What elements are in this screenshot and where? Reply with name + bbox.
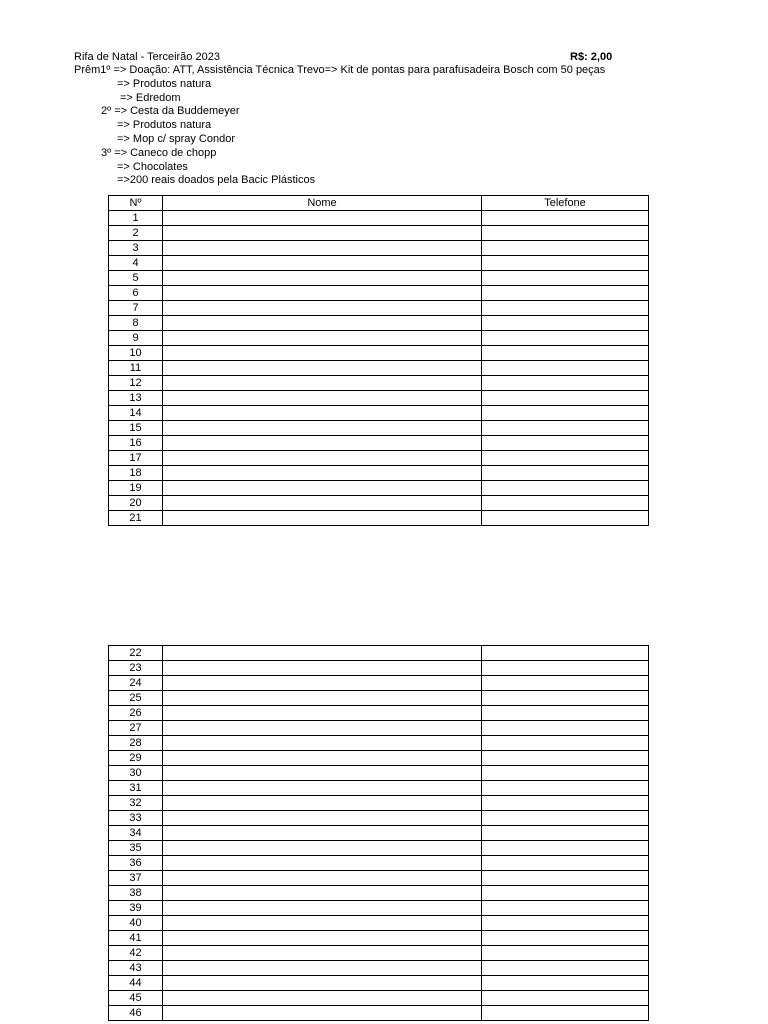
table-row — [109, 661, 649, 676]
prize-line-5: => Produtos natura — [117, 119, 212, 131]
phone-cell[interactable] — [482, 316, 649, 331]
table-row — [109, 451, 649, 466]
name-cell[interactable] — [163, 211, 482, 226]
name-cell[interactable] — [163, 691, 482, 706]
ticket-number: 12 — [109, 376, 163, 391]
phone-cell[interactable] — [482, 436, 649, 451]
table-row — [109, 211, 649, 226]
name-cell[interactable] — [163, 481, 482, 496]
ticket-number: 46 — [109, 1006, 163, 1021]
prize-line-4: 2º => Cesta da Buddemeyer — [101, 105, 240, 117]
table-row — [109, 736, 649, 751]
phone-cell[interactable] — [482, 406, 649, 421]
table-row — [109, 361, 649, 376]
phone-cell[interactable] — [482, 811, 649, 826]
phone-cell[interactable] — [482, 421, 649, 436]
phone-cell[interactable] — [482, 211, 649, 226]
phone-cell[interactable] — [482, 826, 649, 841]
phone-cell[interactable] — [482, 646, 649, 661]
ticket-number: 14 — [109, 406, 163, 421]
phone-cell[interactable] — [482, 346, 649, 361]
name-cell[interactable] — [163, 706, 482, 721]
name-cell[interactable] — [163, 406, 482, 421]
name-cell[interactable] — [163, 391, 482, 406]
phone-cell[interactable] — [482, 331, 649, 346]
ticket-number: 18 — [109, 466, 163, 481]
ticket-number: 40 — [109, 916, 163, 931]
name-cell[interactable] — [163, 286, 482, 301]
table-row — [109, 751, 649, 766]
phone-cell[interactable] — [482, 976, 649, 991]
name-cell[interactable] — [163, 271, 482, 286]
table-row — [109, 826, 649, 841]
table-row — [109, 766, 649, 781]
phone-cell[interactable] — [482, 991, 649, 1006]
ticket-number: 33 — [109, 811, 163, 826]
table-row — [109, 316, 649, 331]
ticket-number: 29 — [109, 751, 163, 766]
ticket-number: 3 — [109, 241, 163, 256]
table-row — [109, 466, 649, 481]
ticket-number: 30 — [109, 766, 163, 781]
name-cell[interactable] — [163, 916, 482, 931]
name-cell[interactable] — [163, 766, 482, 781]
ticket-number: 11 — [109, 361, 163, 376]
phone-cell[interactable] — [482, 361, 649, 376]
ticket-number: 43 — [109, 961, 163, 976]
ticket-number: 9 — [109, 331, 163, 346]
column-header-number: Nº — [109, 196, 163, 211]
ticket-number: 10 — [109, 346, 163, 361]
table-row — [109, 406, 649, 421]
phone-cell[interactable] — [482, 736, 649, 751]
phone-cell[interactable] — [482, 796, 649, 811]
phone-cell[interactable] — [482, 661, 649, 676]
prize-line-3: => Edredom — [120, 92, 181, 104]
ticket-number: 25 — [109, 691, 163, 706]
table-row — [109, 721, 649, 736]
ticket-number: 17 — [109, 451, 163, 466]
name-cell[interactable] — [163, 661, 482, 676]
table-row — [109, 331, 649, 346]
name-cell[interactable] — [163, 961, 482, 976]
ticket-number: 4 — [109, 256, 163, 271]
phone-cell[interactable] — [482, 466, 649, 481]
ticket-number: 21 — [109, 511, 163, 526]
table-row — [109, 781, 649, 796]
table-header-row — [109, 196, 649, 211]
phone-cell[interactable] — [482, 856, 649, 871]
phone-cell[interactable] — [482, 841, 649, 856]
phone-cell[interactable] — [482, 226, 649, 241]
table-row — [109, 436, 649, 451]
phone-cell[interactable] — [482, 241, 649, 256]
phone-cell[interactable] — [482, 916, 649, 931]
table-row — [109, 991, 649, 1006]
ticket-number: 32 — [109, 796, 163, 811]
ticket-number: 26 — [109, 706, 163, 721]
table-row — [109, 676, 649, 691]
phone-cell[interactable] — [482, 961, 649, 976]
name-cell[interactable] — [163, 811, 482, 826]
phone-cell[interactable] — [482, 271, 649, 286]
ticket-number: 31 — [109, 781, 163, 796]
name-cell[interactable] — [163, 841, 482, 856]
table-row — [109, 376, 649, 391]
raffle-price: R$: 2,00 — [570, 51, 613, 63]
table-row — [109, 811, 649, 826]
prize-line-7: 3º => Caneco de chopp — [101, 147, 217, 159]
table-row — [109, 796, 649, 811]
ticket-number: 37 — [109, 871, 163, 886]
name-cell[interactable] — [163, 931, 482, 946]
prize-line-6: => Mop c/ spray Condor — [117, 133, 236, 145]
phone-cell[interactable] — [482, 946, 649, 961]
table-row — [109, 301, 649, 316]
table-row — [109, 421, 649, 436]
table-row — [109, 916, 649, 931]
name-cell[interactable] — [163, 976, 482, 991]
table-row — [109, 286, 649, 301]
ticket-number: 22 — [109, 646, 163, 661]
phone-cell[interactable] — [482, 451, 649, 466]
phone-cell[interactable] — [482, 496, 649, 511]
name-cell[interactable] — [163, 361, 482, 376]
name-cell[interactable] — [163, 241, 482, 256]
ticket-number: 42 — [109, 946, 163, 961]
phone-cell[interactable] — [482, 1006, 649, 1021]
table-row — [109, 931, 649, 946]
name-cell[interactable] — [163, 226, 482, 241]
name-cell[interactable] — [163, 346, 482, 361]
name-cell[interactable] — [163, 436, 482, 451]
name-cell[interactable] — [163, 331, 482, 346]
table-row — [109, 871, 649, 886]
ticket-number: 20 — [109, 496, 163, 511]
table-row — [109, 901, 649, 916]
prize-line-1: Prêm1º => Doação: ATT, Assistência Técnica Trevo=> Kit de pontas para parafusadeira Bosch com 50 peças — [74, 64, 606, 76]
name-cell[interactable] — [163, 466, 482, 481]
table-row — [109, 1006, 649, 1021]
table-row — [109, 856, 649, 871]
ticket-number: 27 — [109, 721, 163, 736]
ticket-number: 6 — [109, 286, 163, 301]
ticket-number: 15 — [109, 421, 163, 436]
ticket-number: 41 — [109, 931, 163, 946]
ticket-number: 2 — [109, 226, 163, 241]
table-row — [109, 646, 649, 661]
ticket-number: 36 — [109, 856, 163, 871]
name-cell[interactable] — [163, 856, 482, 871]
name-cell[interactable] — [163, 496, 482, 511]
name-cell[interactable] — [163, 1006, 482, 1021]
prize-line-8: => Chocolates — [117, 161, 188, 173]
table-row — [109, 346, 649, 361]
prize-line-2: => Produtos natura — [117, 78, 212, 90]
column-header-name: Nome — [163, 196, 482, 211]
table-row — [109, 391, 649, 406]
column-header-phone: Telefone — [482, 196, 649, 211]
name-cell[interactable] — [163, 736, 482, 751]
phone-cell[interactable] — [482, 721, 649, 736]
table-row — [109, 241, 649, 256]
ticket-number: 16 — [109, 436, 163, 451]
table-row — [109, 226, 649, 241]
phone-cell[interactable] — [482, 766, 649, 781]
table-row — [109, 271, 649, 286]
ticket-number: 19 — [109, 481, 163, 496]
phone-cell[interactable] — [482, 376, 649, 391]
ticket-number: 1 — [109, 211, 163, 226]
name-cell[interactable] — [163, 991, 482, 1006]
name-cell[interactable] — [163, 511, 482, 526]
phone-cell[interactable] — [482, 871, 649, 886]
raffle-table-page2 — [108, 645, 649, 1021]
phone-cell[interactable] — [482, 706, 649, 721]
name-cell[interactable] — [163, 676, 482, 691]
name-cell[interactable] — [163, 316, 482, 331]
phone-cell[interactable] — [482, 286, 649, 301]
name-cell[interactable] — [163, 871, 482, 886]
name-cell[interactable] — [163, 721, 482, 736]
table-row — [109, 946, 649, 961]
ticket-number: 45 — [109, 991, 163, 1006]
ticket-number: 44 — [109, 976, 163, 991]
table-row — [109, 691, 649, 706]
phone-cell[interactable] — [482, 481, 649, 496]
name-cell[interactable] — [163, 796, 482, 811]
raffle-title: Rifa de Natal - Terceirão 2023 — [74, 51, 220, 63]
name-cell[interactable] — [163, 826, 482, 841]
phone-cell[interactable] — [482, 256, 649, 271]
ticket-number: 24 — [109, 676, 163, 691]
phone-cell[interactable] — [482, 301, 649, 316]
table-row — [109, 511, 649, 526]
phone-cell[interactable] — [482, 751, 649, 766]
table-row — [109, 496, 649, 511]
table-row — [109, 706, 649, 721]
ticket-number: 5 — [109, 271, 163, 286]
name-cell[interactable] — [163, 781, 482, 796]
ticket-number: 7 — [109, 301, 163, 316]
name-cell[interactable] — [163, 901, 482, 916]
table-row — [109, 841, 649, 856]
raffle-table-page1 — [108, 195, 649, 526]
phone-cell[interactable] — [482, 901, 649, 916]
name-cell[interactable] — [163, 946, 482, 961]
phone-cell[interactable] — [482, 391, 649, 406]
name-cell[interactable] — [163, 376, 482, 391]
phone-cell[interactable] — [482, 781, 649, 796]
ticket-number: 13 — [109, 391, 163, 406]
phone-cell[interactable] — [482, 511, 649, 526]
name-cell[interactable] — [163, 646, 482, 661]
table-row — [109, 256, 649, 271]
name-cell[interactable] — [163, 751, 482, 766]
ticket-number: 23 — [109, 661, 163, 676]
phone-cell[interactable] — [482, 931, 649, 946]
phone-cell[interactable] — [482, 676, 649, 691]
ticket-number: 38 — [109, 886, 163, 901]
name-cell[interactable] — [163, 421, 482, 436]
name-cell[interactable] — [163, 451, 482, 466]
ticket-number: 39 — [109, 901, 163, 916]
table-row — [109, 886, 649, 901]
ticket-number: 35 — [109, 841, 163, 856]
ticket-number: 28 — [109, 736, 163, 751]
table-row — [109, 976, 649, 991]
table-row — [109, 481, 649, 496]
ticket-number: 8 — [109, 316, 163, 331]
phone-cell[interactable] — [482, 691, 649, 706]
ticket-number: 34 — [109, 826, 163, 841]
name-cell[interactable] — [163, 301, 482, 316]
name-cell[interactable] — [163, 886, 482, 901]
table-row — [109, 961, 649, 976]
name-cell[interactable] — [163, 256, 482, 271]
prize-line-9: =>200 reais doados pela Bacic Plásticos — [117, 174, 316, 186]
phone-cell[interactable] — [482, 886, 649, 901]
